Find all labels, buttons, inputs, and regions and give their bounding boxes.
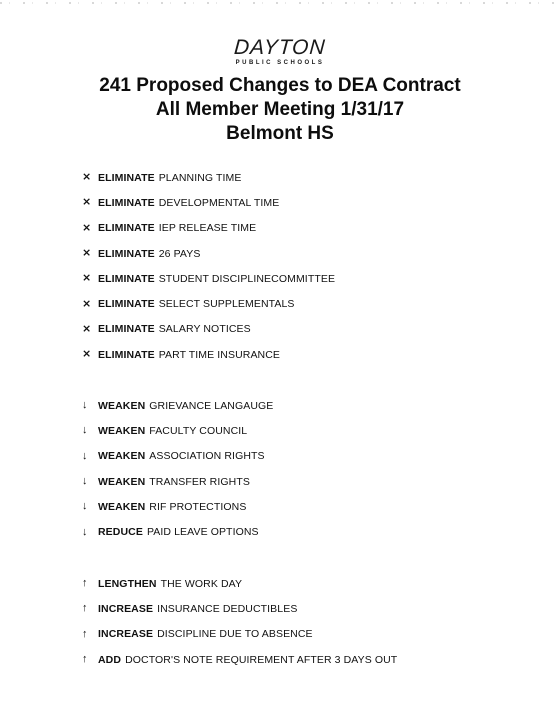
list-item [82, 317, 335, 342]
list-item [82, 291, 335, 316]
list-item [82, 165, 335, 190]
item-text: GRIEVANCE LANGAUGE [149, 399, 274, 412]
item-text: DEVELOPMENTAL TIME [158, 196, 280, 209]
arrow-down-icon: ↓ [82, 525, 88, 538]
list-item [82, 519, 273, 544]
arrow-up-icon: ↑ [82, 627, 88, 640]
item-text: INSURANCE DEDUCTIBLES [157, 602, 298, 615]
item-keyword: REDUCE [98, 526, 143, 539]
x-mark-icon: ⨯ [82, 196, 92, 209]
scan-noise [0, 2, 560, 4]
arrow-up-icon: ↑ [82, 577, 88, 590]
item-text: SALARY NOTICES [158, 323, 251, 336]
item-keyword: ELIMINATE [98, 247, 155, 260]
item-keyword: INCREASE [98, 628, 154, 641]
item-keyword: LENGTHEN [98, 577, 157, 590]
item-keyword: WEAKEN [98, 500, 146, 513]
item-text: RIF PROTECTIONS [149, 500, 247, 513]
arrow-down-icon: ↓ [82, 449, 88, 462]
list-item [82, 266, 335, 291]
list-item [82, 622, 397, 647]
item-text: DISCIPLINE DUE TO ABSENCE [157, 628, 313, 641]
item-keyword: ELIMINATE [98, 323, 155, 336]
list-item [82, 596, 397, 621]
list-item [82, 444, 273, 469]
item-keyword: WEAKEN [98, 475, 146, 488]
item-text: FACULTY COUNCIL [149, 424, 248, 437]
item-keyword: ELIMINATE [98, 298, 155, 311]
list-item [82, 241, 335, 266]
x-mark-icon: ⨯ [82, 348, 92, 361]
item-text: PART TIME INSURANCE [158, 348, 281, 361]
item-keyword: ELIMINATE [98, 272, 155, 285]
item-text: SELECT SUPPLEMENTALS [158, 298, 295, 311]
list-item [82, 418, 273, 443]
item-text: IEP RELEASE TIME [158, 222, 257, 235]
item-keyword: INCREASE [98, 602, 154, 615]
arrow-down-icon: ↓ [82, 399, 88, 412]
list-item [82, 647, 397, 672]
list-item [82, 469, 273, 494]
x-mark-icon: ⨯ [82, 247, 92, 260]
list-item [82, 342, 335, 367]
title-line-2: All Member Meeting 1/31/17 [155, 99, 405, 120]
item-text: DOCTOR'S NOTE REQUIREMENT AFTER 3 DAYS OUT [125, 653, 398, 666]
document-title [0, 74, 560, 146]
item-keyword: ELIMINATE [98, 171, 155, 184]
list-item [82, 216, 335, 241]
list-item [82, 571, 397, 596]
item-keyword: ELIMINATE [98, 196, 155, 209]
item-keyword: ELIMINATE [98, 222, 155, 235]
item-keyword: WEAKEN [98, 399, 146, 412]
eliminate-list [82, 165, 335, 367]
increase-list [82, 571, 397, 672]
item-keyword: ADD [98, 653, 122, 666]
item-text: PLANNING TIME [158, 171, 242, 184]
title-line-3: Belmont HS [226, 123, 334, 144]
weaken-list [82, 393, 273, 545]
item-text: STUDENT DISCIPLINECOMMITTEE [158, 272, 336, 285]
title-line-1: 241 Proposed Changes to DEA Contract [99, 75, 461, 96]
item-text: TRANSFER RIGHTS [149, 475, 250, 488]
arrow-down-icon: ↓ [82, 500, 88, 513]
arrow-up-icon: ↑ [82, 653, 88, 666]
list-item [82, 393, 273, 418]
item-text: THE WORK DAY [160, 577, 243, 590]
x-mark-icon: ⨯ [82, 322, 92, 335]
x-mark-icon: ⨯ [82, 171, 92, 184]
item-text: ASSOCIATION RIGHTS [149, 450, 265, 463]
logo-subtitle: PUBLIC SCHOOLS [235, 60, 325, 66]
list-item [82, 190, 335, 215]
item-text: 26 PAYS [158, 247, 201, 260]
list-item [82, 494, 273, 519]
arrow-down-icon: ↓ [82, 424, 88, 437]
item-keyword: ELIMINATE [98, 348, 155, 361]
x-mark-icon: ⨯ [82, 297, 92, 310]
item-text: PAID LEAVE OPTIONS [146, 526, 259, 539]
x-mark-icon: ⨯ [82, 221, 92, 234]
logo-wordmark: DAYTON [233, 36, 327, 59]
x-mark-icon: ⨯ [82, 272, 92, 285]
arrow-down-icon: ↓ [82, 475, 88, 488]
district-logo [0, 36, 560, 66]
arrow-up-icon: ↑ [82, 602, 88, 615]
item-keyword: WEAKEN [98, 424, 146, 437]
item-keyword: WEAKEN [98, 450, 146, 463]
